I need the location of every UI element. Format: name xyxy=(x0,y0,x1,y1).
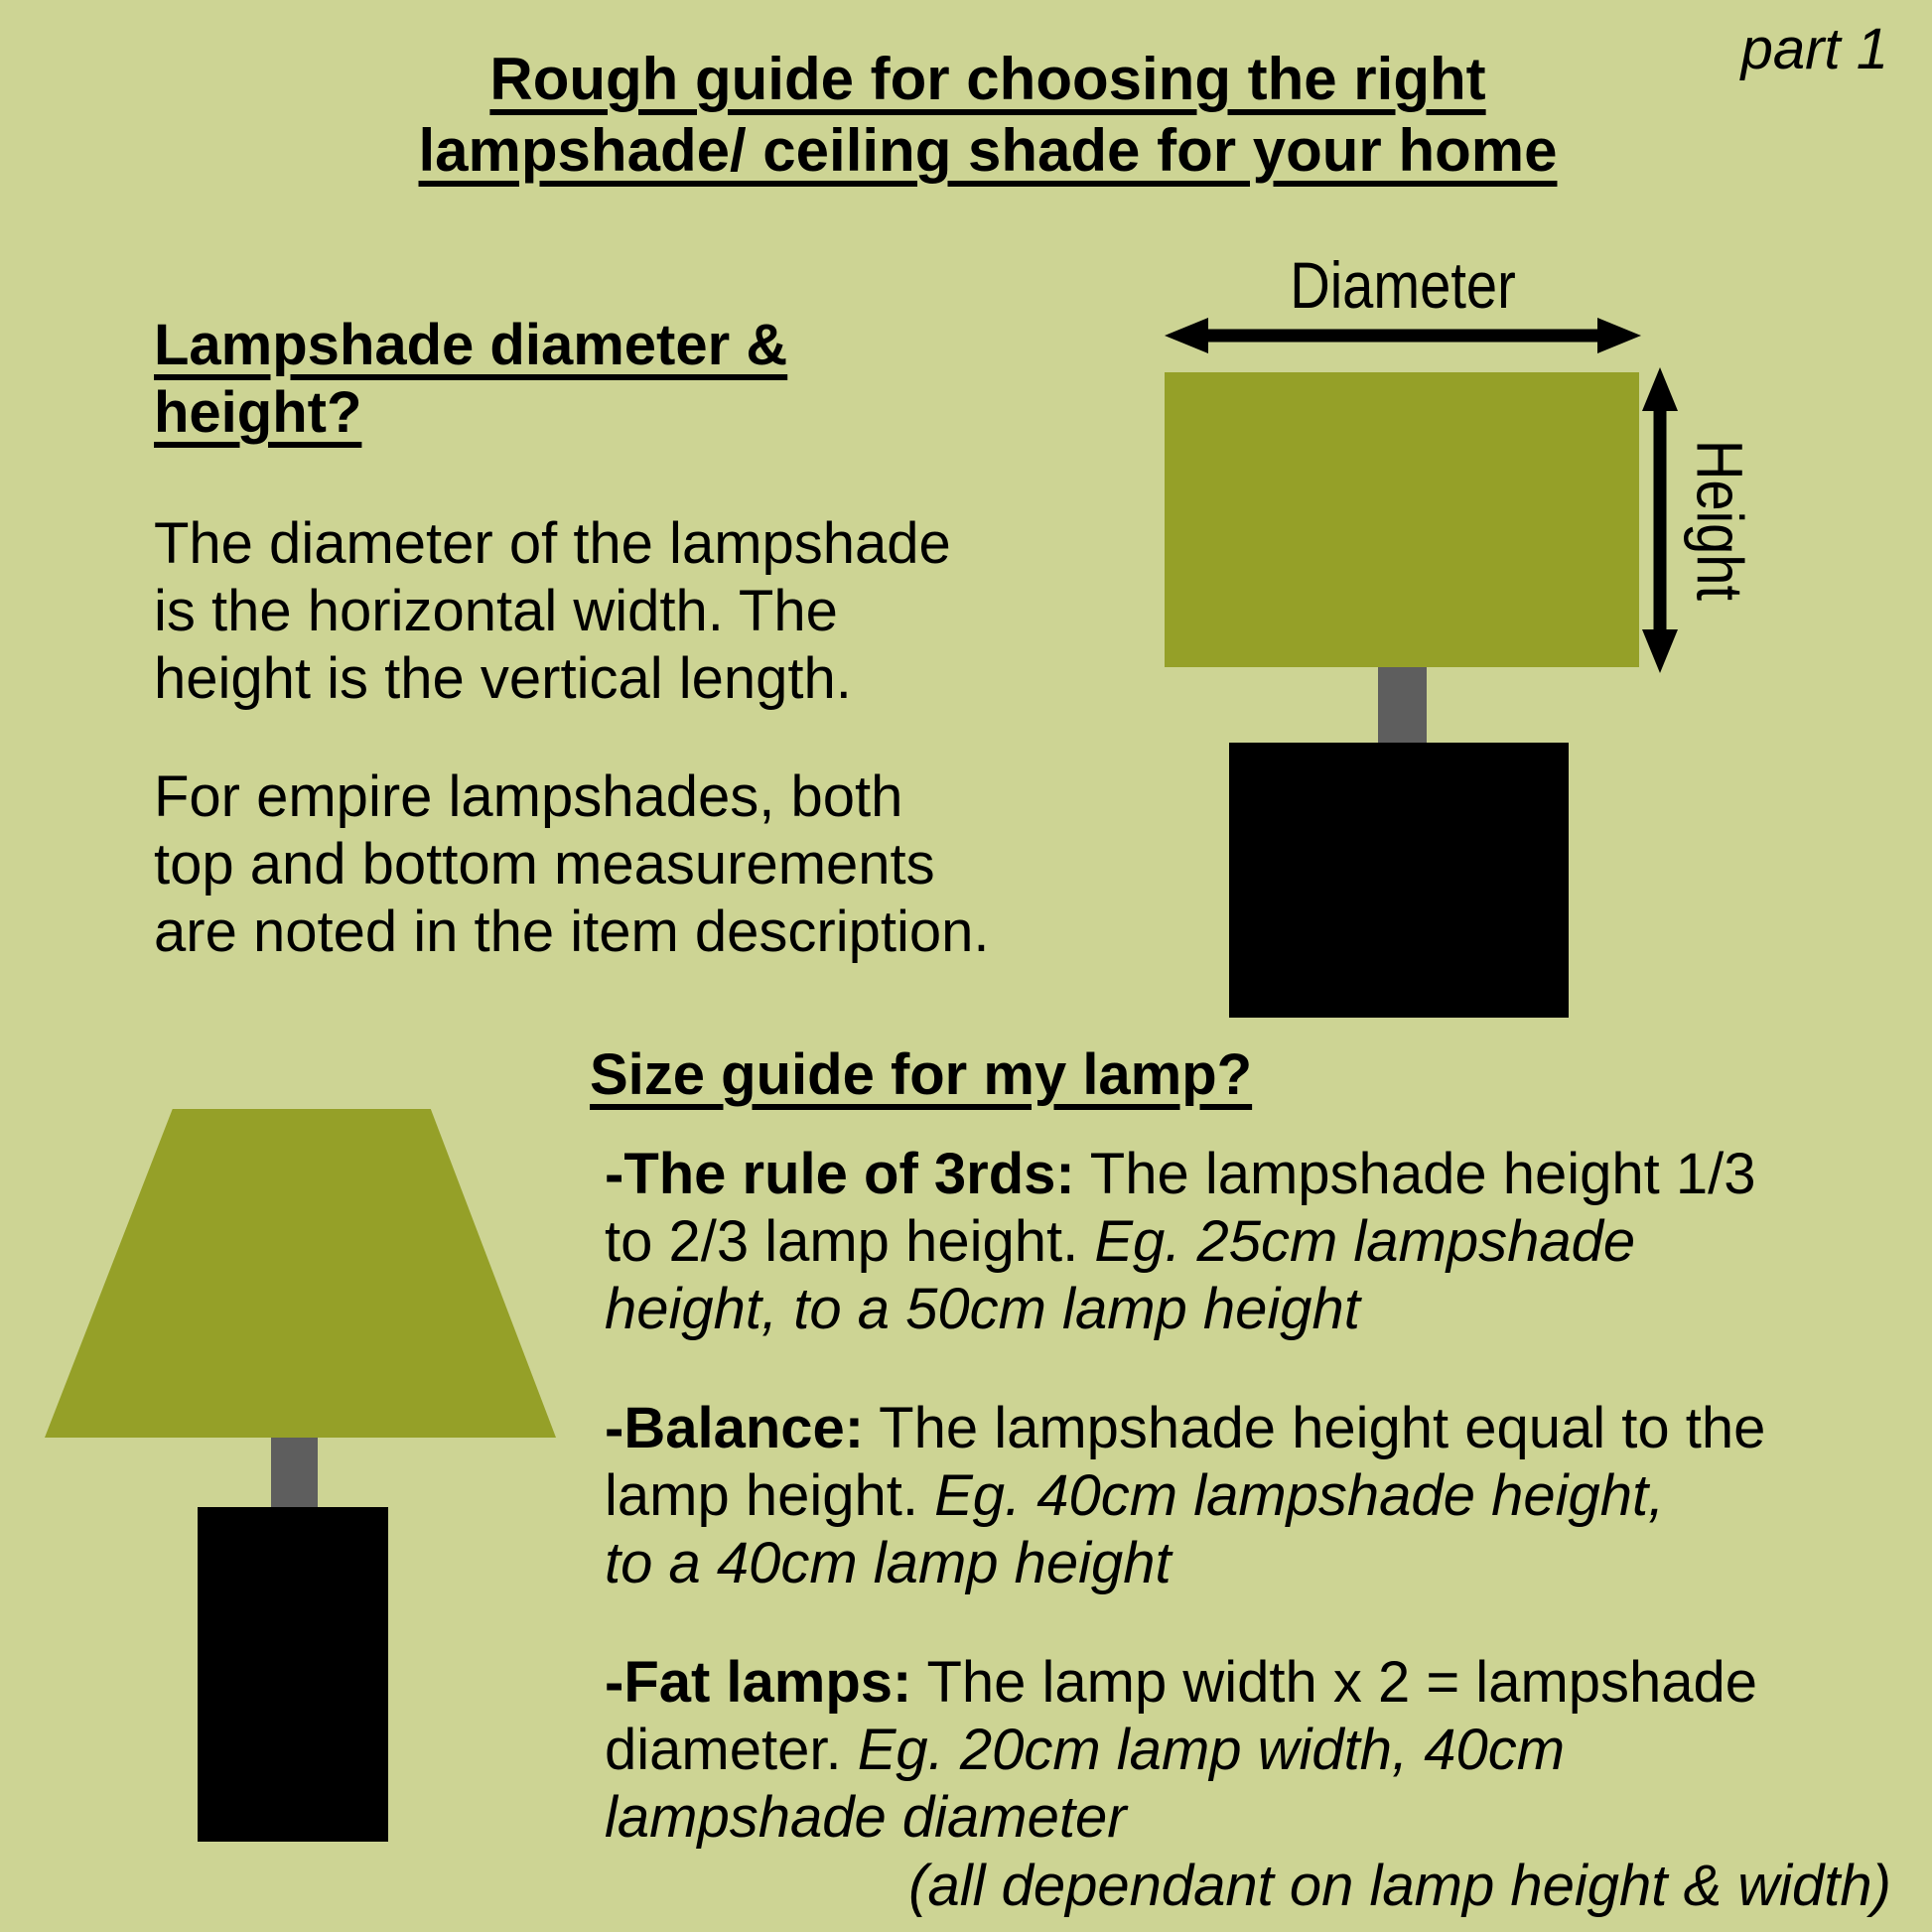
paragraph-line: is the horizontal width. The xyxy=(154,579,838,643)
part-label: part 1 xyxy=(1740,17,1888,81)
paragraph-line: are noted in the item description. xyxy=(154,899,990,964)
size-guide-rules xyxy=(605,1141,1765,1903)
height-arrow-icon xyxy=(1641,365,1679,675)
heading-line-2: height? xyxy=(154,380,362,445)
footnote: (all dependant on lamp height & width) xyxy=(908,1854,1891,1918)
rule-paragraph xyxy=(605,1141,1765,1343)
section-heading-size-guide: Size guide for my lamp? xyxy=(590,1042,1253,1107)
heading-line-1: Lampshade diameter & xyxy=(154,313,788,377)
intro-paragraph-2 xyxy=(154,763,989,966)
intro-paragraph-1 xyxy=(154,510,951,713)
paragraph-line: top and bottom measurements xyxy=(154,832,935,897)
page-title-line-1: Rough guide for choosing the right xyxy=(489,46,1486,112)
rule-line: to 2/3 lamp height. Eg. 25cm lampshade xyxy=(605,1209,1636,1274)
rule-line: lampshade diameter xyxy=(605,1785,1127,1850)
lampshade-rectangle xyxy=(1165,372,1639,667)
page-title-line-2: lampshade/ ceiling shade for your home xyxy=(418,117,1558,184)
rule-paragraph xyxy=(605,1395,1765,1597)
paragraph-line: height is the vertical length. xyxy=(154,646,852,711)
rule-line: -Fat lamps: The lamp width x 2 = lampshade xyxy=(605,1650,1758,1715)
rule-line: diameter. Eg. 20cm lamp width, 40cm xyxy=(605,1718,1566,1782)
paragraph-line: The diameter of the lampshade xyxy=(154,511,951,576)
lamp-stem-bottom-left xyxy=(271,1438,318,1507)
rule-line: height, to a 50cm lamp height xyxy=(605,1277,1360,1341)
rule-line: lamp height. Eg. 40cm lampshade height, xyxy=(605,1463,1665,1528)
lampshade-trapezoid xyxy=(45,1109,556,1438)
lamp-stem-top-right xyxy=(1378,667,1427,743)
rule-line: to a 40cm lamp height xyxy=(605,1531,1172,1595)
section-heading-diameter-height xyxy=(154,312,787,447)
paragraph-line: For empire lampshades, both xyxy=(154,764,903,829)
rule-line: -Balance: The lampshade height equal to the xyxy=(605,1396,1766,1460)
rule-paragraph xyxy=(605,1649,1765,1852)
diameter-label: Diameter xyxy=(1290,248,1516,322)
page-title xyxy=(79,44,1896,187)
lamp-base-top-right xyxy=(1229,743,1569,1018)
diameter-arrow-icon xyxy=(1163,317,1643,354)
height-label: Height xyxy=(1683,439,1756,602)
lamp-base-bottom-left xyxy=(198,1507,388,1842)
rule-line: -The rule of 3rds: The lampshade height 1/3 xyxy=(605,1142,1756,1206)
